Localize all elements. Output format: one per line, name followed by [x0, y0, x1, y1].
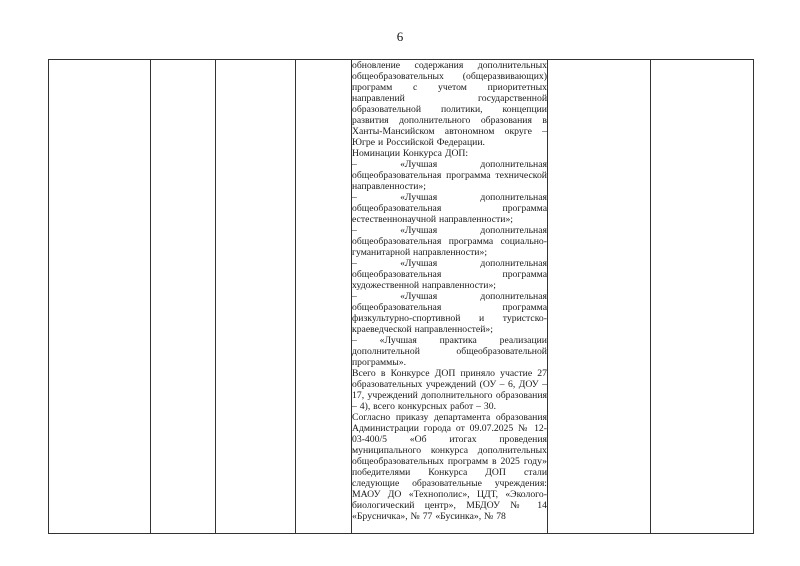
content-paragraph-nomination-technical: – «Лучшая дополнительная общеобразовательная программа технической направленности»; — [352, 159, 547, 192]
content-paragraph-winners: Согласно приказу департамента образования Администрации города от 09.07.2025 № 12-03-400/5 «Об итогах проведения муниципального конкурса дополнительных общеобразовательных программ в 2025 году» победителями Конкурса ДОП стали следующие образовательные учреждения: МАОУ ДО «Технополис», ЦДТ, «Эколого-биологический центр», МБДОУ № 14 «Брусничка», № 77 «Бусинка», № 78 — [352, 412, 547, 522]
table-cell-1 — [49, 60, 151, 534]
content-paragraph-nomination-natural-science: – «Лучшая дополнительная общеобразовательная программа естественнонаучной направленности»; — [352, 192, 547, 225]
content-paragraph-nomination-best-practice: – «Лучшая практика реализации дополнительной общеобразовательной программы». — [352, 335, 547, 368]
table-cell-2 — [151, 60, 216, 534]
table-cell-3 — [216, 60, 296, 534]
table-row — [49, 60, 754, 534]
content-paragraph-nomination-sports-tourism: – «Лучшая дополнительная общеобразовательная программа физкультурно-спортивной и туристско-краеведческой направленностей»; — [352, 291, 547, 335]
table-cell-6 — [548, 60, 651, 534]
page-number: 6 — [396, 29, 404, 44]
content-paragraph-participation-stats: Всего в Конкурсе ДОП приняло участие 27 образовательных учреждений (ОУ – 6, ДОУ – 17, учреждений дополнительного образования – 4), всего конкурсных работ – 30. — [352, 368, 547, 412]
table-cell-7 — [651, 60, 754, 534]
table-cell-content — [352, 60, 548, 534]
content-paragraph-nomination-artistic: – «Лучшая дополнительная общеобразовательная программа художественной направленности»; — [352, 258, 547, 291]
content-paragraph-intro: обновление содержания дополнительных общеобразовательных (общеразвивающих) программ с учетом приоритетных направлений государственной образовательной политики, концепции развития дополнительного образования в Ханты-Мансийском автономном округе – Югре и Российской Федерации. — [352, 60, 547, 148]
table-cell-4 — [296, 60, 352, 534]
content-paragraph-nominations-heading: Номинации Конкурса ДОП: — [352, 148, 469, 159]
cell-text-block — [352, 60, 547, 530]
content-paragraph-nomination-social-humanitarian: – «Лучшая дополнительная общеобразовательная программа социально-гуманитарной направленности»; — [352, 225, 547, 258]
report-table — [48, 59, 754, 534]
